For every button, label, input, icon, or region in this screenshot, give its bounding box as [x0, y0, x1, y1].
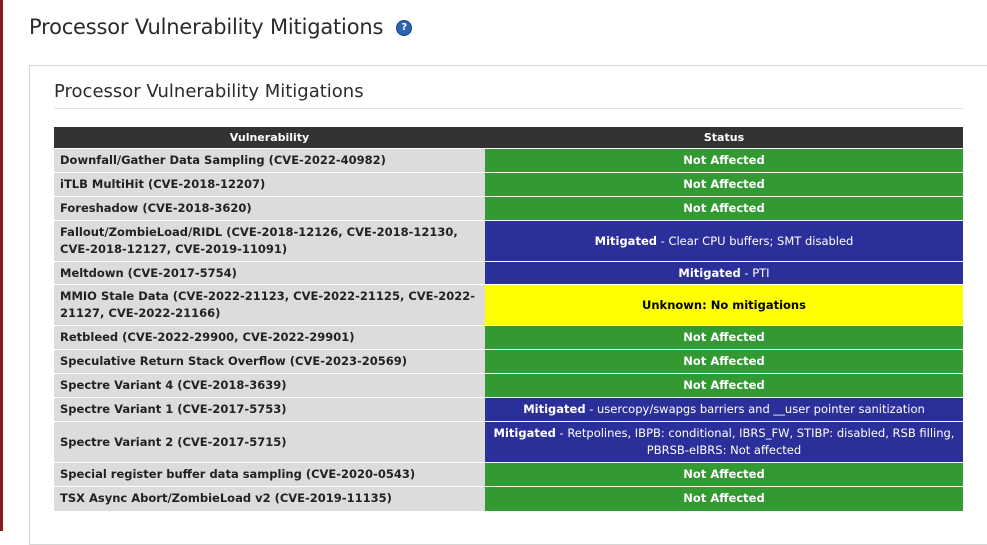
- status-value: Mitigated: [678, 265, 741, 280]
- status-value: Not Affected: [683, 153, 765, 167]
- status-value: Not Affected: [683, 177, 765, 191]
- table-row: [54, 422, 963, 463]
- status-value: Mitigated: [594, 233, 657, 248]
- status-cell: [485, 197, 963, 221]
- status-cell: [485, 398, 963, 422]
- vulnerability-name: Foreshadow (CVE-2018-3620): [54, 197, 485, 221]
- table-row: [54, 350, 963, 374]
- status-detail: - PTI: [740, 265, 770, 280]
- column-header-vulnerability: Vulnerability: [54, 127, 485, 149]
- vulnerability-name: Spectre Variant 4 (CVE-2018-3639): [54, 374, 485, 398]
- table-row: [54, 326, 963, 350]
- vulnerability-name: Special register buffer data sampling (CVE-2020-0543): [54, 463, 485, 487]
- status-value: Mitigated: [523, 402, 586, 416]
- vulnerability-name: Spectre Variant 1 (CVE-2017-5753): [54, 398, 485, 422]
- status-value: Not Affected: [683, 467, 765, 481]
- status-detail: - usercopy/swapgs barriers and __user pointer sanitization: [585, 402, 925, 416]
- status-value: Not Affected: [683, 354, 765, 368]
- status-value: Unknown: No mitigations: [642, 297, 806, 312]
- left-accent-bar: [0, 0, 3, 531]
- table-row: [54, 221, 963, 262]
- vulnerability-name: Downfall/Gather Data Sampling (CVE-2022-40982): [54, 149, 485, 173]
- status-value: Not Affected: [683, 201, 765, 215]
- status-cell: [485, 422, 963, 463]
- status-detail: - Clear CPU buffers; SMT disabled: [656, 233, 854, 248]
- table-row: [54, 149, 963, 173]
- page-header: [29, 12, 412, 42]
- status-value: Mitigated: [493, 426, 556, 440]
- status-cell: [485, 374, 963, 398]
- table-row: [54, 285, 963, 326]
- table-row: [54, 374, 963, 398]
- table-row: [54, 398, 963, 422]
- vulnerability-name: MMIO Stale Data (CVE-2022-21123, CVE-2022-21125, CVE-2022-21127, CVE-2022-21166): [54, 285, 485, 326]
- vulnerability-name: Speculative Return Stack Overflow (CVE-2023-20569): [54, 350, 485, 374]
- vulnerability-name: Fallout/ZombieLoad/RIDL (CVE-2018-12126, CVE-2018-12130, CVE-2018-12127, CVE-2019-11091): [54, 221, 485, 262]
- page-title: Processor Vulnerability Mitigations: [29, 15, 384, 39]
- status-cell: [485, 173, 963, 197]
- table-row: [54, 487, 963, 511]
- table-row: [54, 173, 963, 197]
- vulnerability-name: Meltdown (CVE-2017-5754): [54, 262, 485, 285]
- table-row: [54, 262, 963, 285]
- status-value: Not Affected: [683, 378, 765, 392]
- vulnerability-table: [54, 127, 963, 511]
- status-value: Not Affected: [683, 491, 765, 506]
- panel-title: Processor Vulnerability Mitigations: [54, 81, 964, 109]
- status-value: Not Affected: [683, 330, 765, 344]
- status-cell: [485, 463, 963, 487]
- status-cell: [485, 487, 963, 511]
- table-header-row: [54, 127, 963, 149]
- table-row: [54, 197, 963, 221]
- vulnerability-name: Spectre Variant 2 (CVE-2017-5715): [54, 422, 485, 463]
- column-header-status: Status: [485, 127, 963, 149]
- status-detail: - Retpolines, IBPB: conditional, IBRS_FW, STIBP: disabled, RSB filling, PBRSB-eIBRS: Not affected: [555, 426, 955, 457]
- vulnerability-name: iTLB MultiHit (CVE-2018-12207): [54, 173, 485, 197]
- status-cell: [485, 350, 963, 374]
- status-cell: [485, 149, 963, 173]
- question-circle-icon[interactable]: ?: [396, 20, 412, 36]
- table-row: [54, 463, 963, 487]
- vulnerability-name: TSX Async Abort/ZombieLoad v2 (CVE-2019-11135): [54, 487, 485, 511]
- status-cell: [485, 221, 963, 262]
- status-cell: [485, 285, 963, 326]
- status-cell: [485, 262, 963, 285]
- status-cell: [485, 326, 963, 350]
- vulnerability-name: Retbleed (CVE-2022-29900, CVE-2022-29901): [54, 326, 485, 350]
